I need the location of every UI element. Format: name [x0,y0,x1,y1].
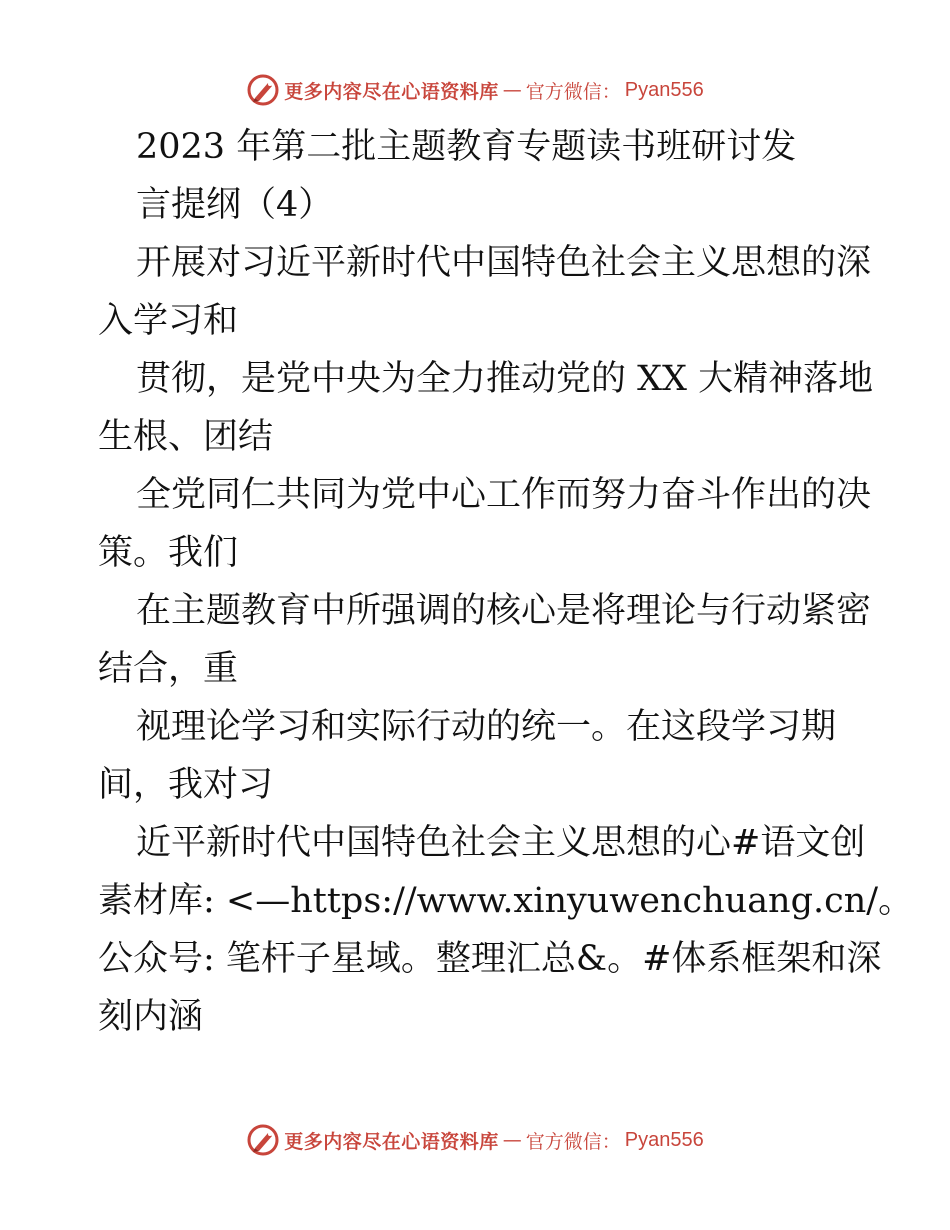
body-line: 在主题教育中所强调的核心是将理论与行动紧密 [136,591,872,631]
body-line: 全党同仁共同为党中心工作而努力奋斗作出的决 [136,475,872,515]
footer-wechat-id: Pyan556 [624,1128,704,1151]
footer-banner [0,1120,950,1160]
footer-banner-content [246,1123,704,1157]
pen-logo-icon [246,1123,280,1157]
footer-wechat-label: 官方微信： [525,1130,621,1153]
body-line: 刻内涵 [98,997,204,1037]
body-line: 素材库: <—https://www.xinyuwenchuang.cn/。 [98,881,914,921]
header-banner [0,70,950,110]
body-line: 结合，重 [98,649,239,689]
header-wechat-label: 官方微信： [525,80,621,103]
title-line-2: 言提纲（4） [136,185,334,225]
header-banner-content [246,73,704,107]
body-line: 视理论学习和实际行动的统一。在这段学习期 [136,707,837,747]
body-line: 公众号: 笔杆子星域。整理汇总&。#体系框架和深 [98,939,882,979]
body-line: 入学习和 [98,301,239,341]
body-line: 近平新时代中国特色社会主义思想的心#语文创 [136,823,866,863]
body-line: 生根、团结 [98,417,274,457]
body-line: 间，我对习 [98,765,274,805]
header-banner-dash: — [502,79,522,101]
body-line: 开展对习近平新时代中国特色社会主义思想的深 [136,243,872,283]
title-line-1: 2023 年第二批主题教育专题读书班研讨发 [136,127,797,167]
pen-logo-icon [246,73,280,107]
body-line: 贯彻，是党中央为全力推动党的 XX 大精神落地 [136,359,874,399]
footer-banner-dash: — [502,1129,522,1151]
document-body [98,118,914,1046]
footer-banner-text: 更多内容尽在心语资料库 [284,1130,499,1153]
header-wechat-id: Pyan556 [624,78,704,101]
header-banner-text: 更多内容尽在心语资料库 [284,80,499,103]
body-line: 策。我们 [98,533,239,573]
